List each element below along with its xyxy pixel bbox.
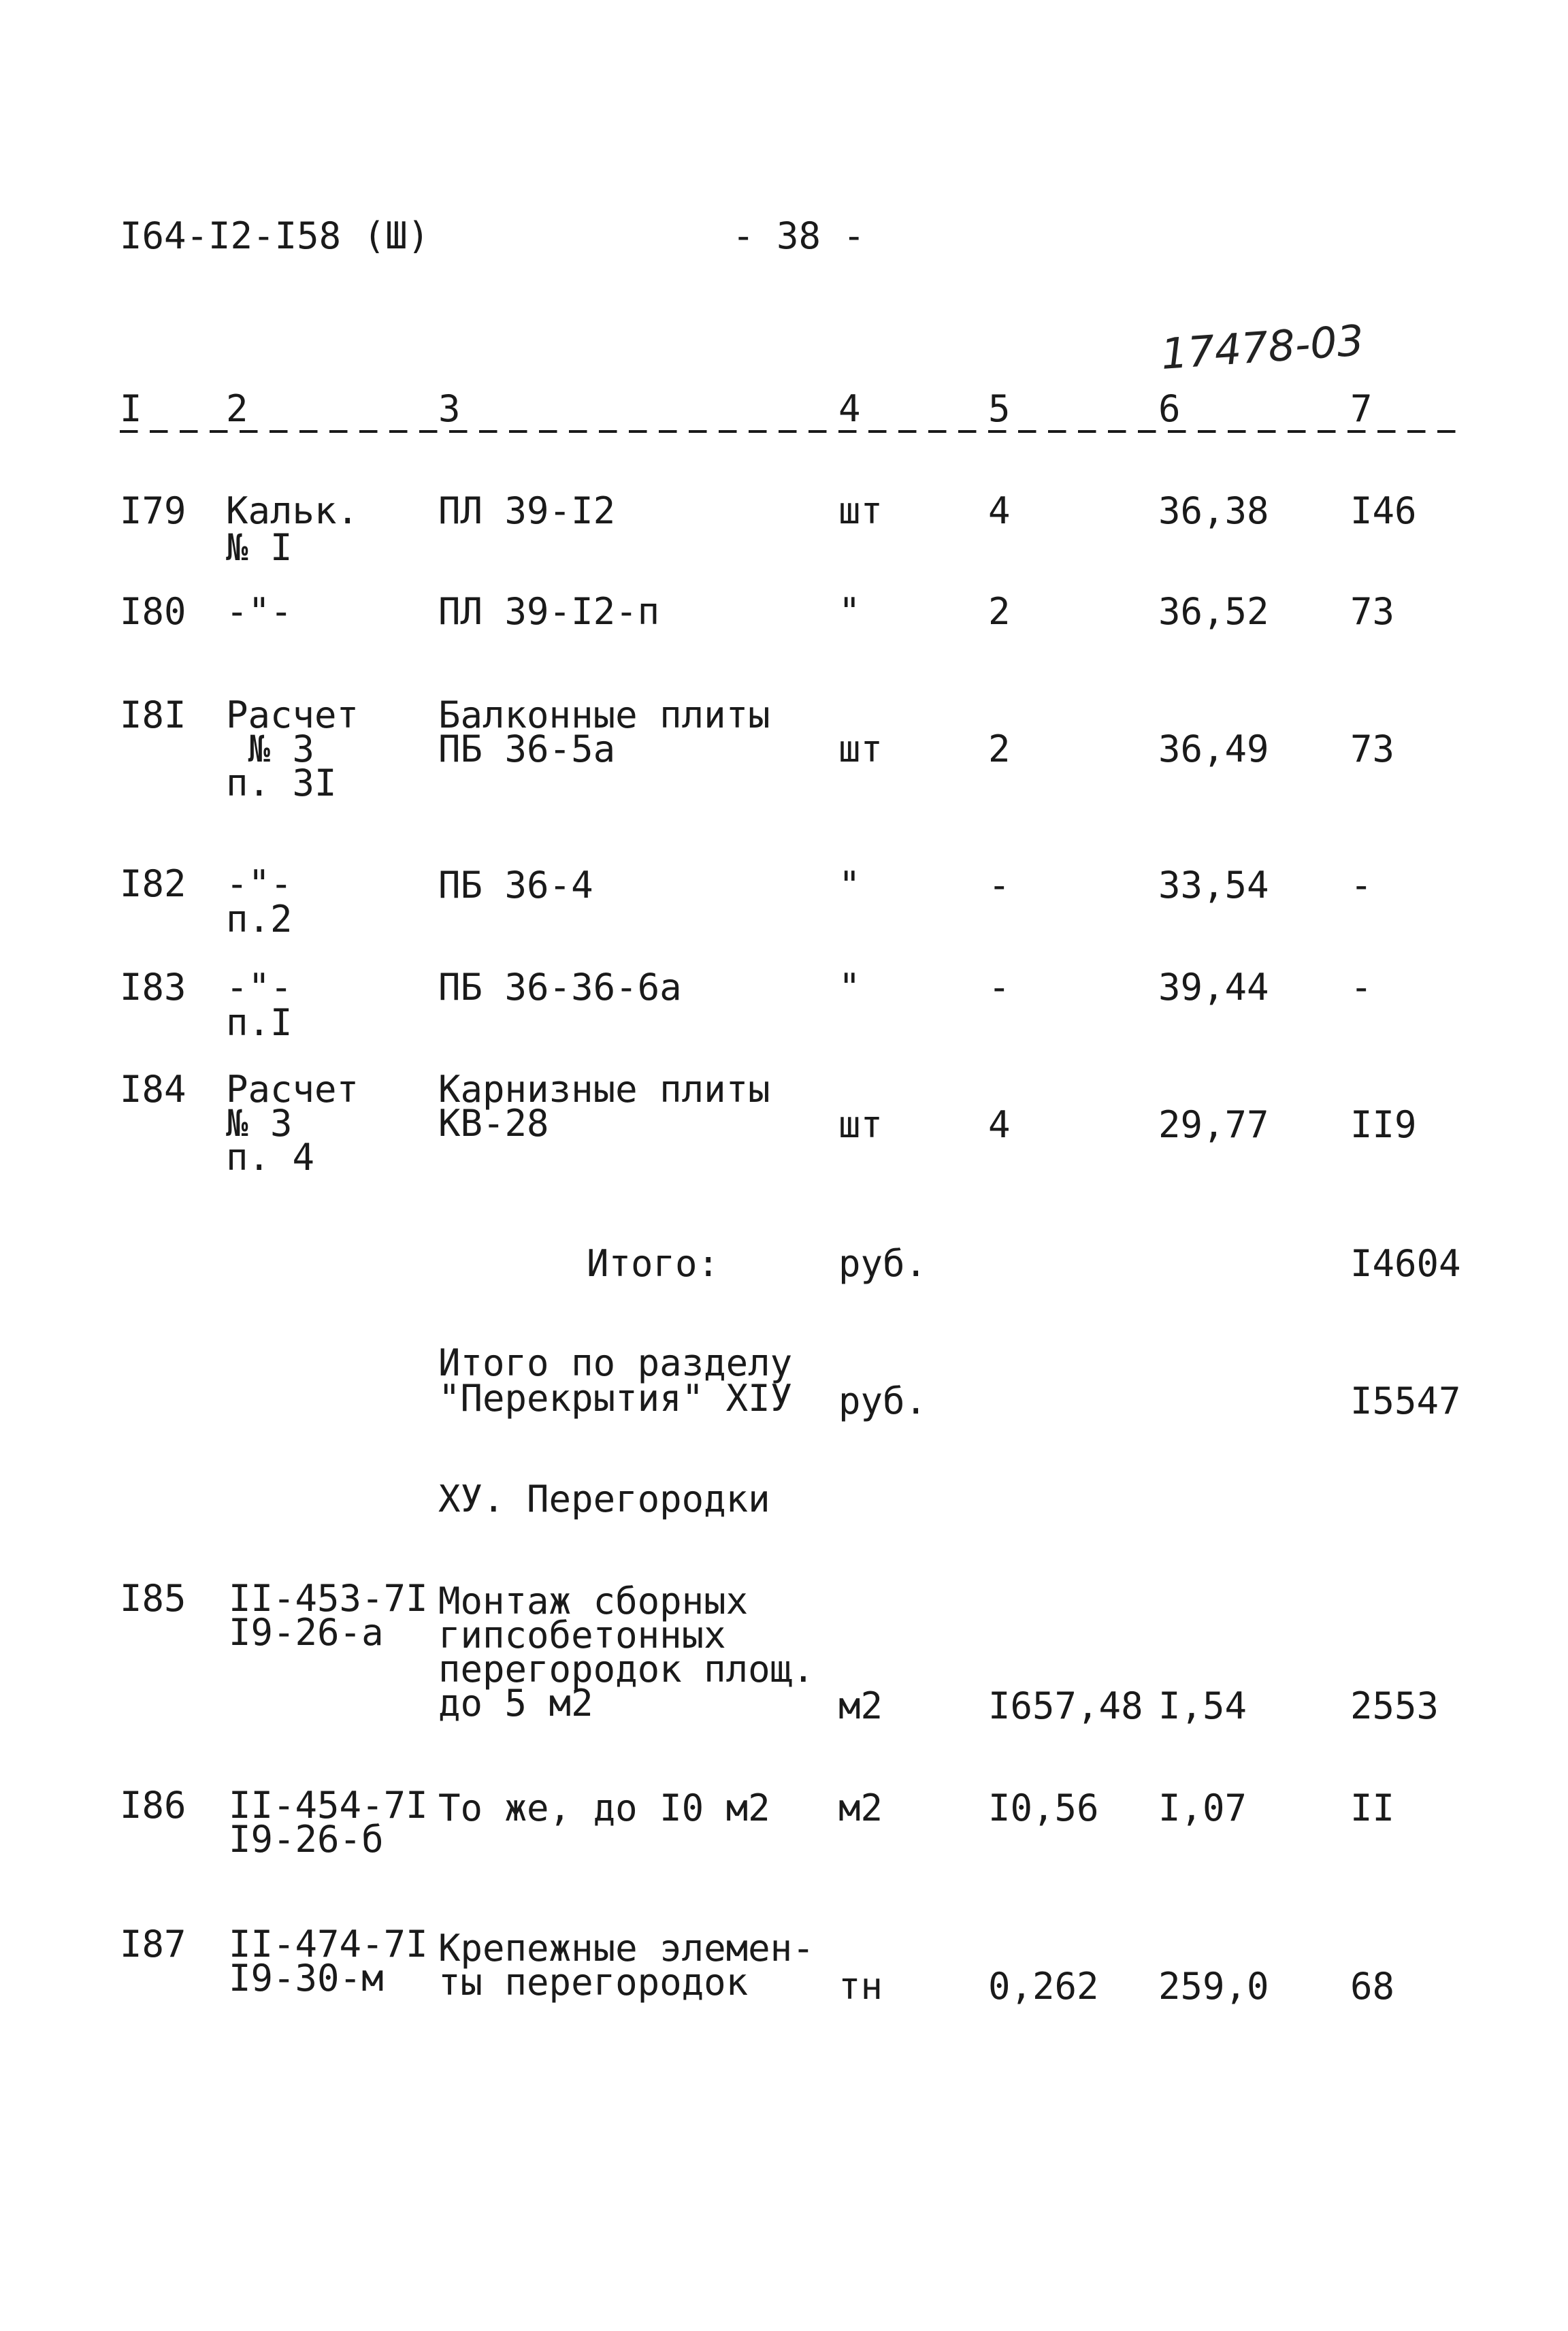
unit-price: 36,49: [1158, 728, 1269, 770]
unit: шт: [838, 1103, 883, 1146]
row-number: I84: [120, 1068, 186, 1111]
column-header-1: I: [120, 387, 142, 430]
sum: 68: [1350, 1965, 1395, 2008]
item-name: Карнизные плиты: [438, 1068, 770, 1111]
item-name: ПЛ 39-I2: [438, 489, 616, 532]
unit-price: 33,54: [1158, 864, 1269, 907]
unit-price: 259,0: [1158, 1965, 1269, 2008]
item-name: Крепежные элемен-: [438, 1927, 815, 1970]
item-name: перегородок площ.: [438, 1648, 815, 1691]
column-header-3: 3: [438, 387, 461, 430]
quantity: -: [988, 966, 1011, 1009]
unit-price: 36,38: [1158, 489, 1269, 532]
source-ref: I9-26-б: [229, 1818, 384, 1861]
column-header-4: 4: [838, 387, 861, 430]
item-name: до 5 м2: [438, 1682, 593, 1725]
row-number: I86: [120, 1784, 186, 1827]
source-ref: II-454-7I: [229, 1784, 428, 1827]
item-name: ПБ 36-5а: [438, 728, 616, 770]
section-total-sum: I5547: [1350, 1380, 1461, 1422]
source-ref: № 3: [226, 1102, 293, 1145]
handwritten-reference: 17478-03: [1159, 315, 1366, 379]
source-ref: п.2: [226, 898, 293, 941]
section-heading: ХУ. Перегородки: [438, 1478, 770, 1520]
row-number: I83: [120, 966, 186, 1009]
source-ref: № I: [226, 526, 293, 569]
item-name: ПБ 36-4: [438, 864, 593, 907]
source-ref: Расчет: [226, 694, 359, 736]
quantity: 4: [988, 489, 1011, 532]
header-dashed-rule: [120, 430, 1463, 433]
total-sum: I4604: [1350, 1242, 1461, 1285]
item-name: гипсобетонных: [438, 1614, 726, 1657]
column-header-2: 2: [226, 387, 248, 430]
source-ref: Кальк.: [226, 489, 359, 532]
section-total-label: Итого по разделу: [438, 1341, 793, 1384]
total-unit: руб.: [838, 1242, 928, 1285]
column-header-7: 7: [1350, 387, 1373, 430]
unit-price: 29,77: [1158, 1103, 1269, 1146]
column-header-5: 5: [988, 387, 1011, 430]
quantity: 2: [988, 590, 1011, 633]
source-ref: Расчет: [226, 1068, 359, 1111]
quantity: -: [988, 864, 1011, 907]
sum: -: [1350, 966, 1373, 1009]
item-name: КВ-28: [438, 1102, 549, 1145]
source-ref: № 3: [226, 728, 315, 770]
source-ref: -"-: [226, 966, 293, 1009]
unit: м2: [838, 1684, 883, 1727]
unit: ": [838, 864, 861, 907]
unit: шт: [838, 728, 883, 770]
item-name: Монтаж сборных: [438, 1580, 749, 1623]
unit-price: I,07: [1158, 1787, 1247, 1829]
quantity: 4: [988, 1103, 1011, 1146]
row-number: I85: [120, 1577, 186, 1620]
unit: ": [838, 966, 861, 1009]
unit: м2: [838, 1787, 883, 1829]
quantity: 2: [988, 728, 1011, 770]
item-name: То же, до I0 м2: [438, 1787, 770, 1829]
page-number: - 38 -: [732, 214, 866, 257]
row-number: I87: [120, 1923, 186, 1966]
source-ref: I9-30-м: [229, 1957, 384, 2000]
source-ref: II-453-7I: [229, 1577, 428, 1620]
quantity: I0,56: [988, 1787, 1099, 1829]
unit: шт: [838, 489, 883, 532]
sum: II: [1350, 1787, 1395, 1829]
item-name: ты перегородок: [438, 1961, 749, 2004]
quantity: I657,48: [988, 1684, 1143, 1727]
item-name: Балконные плиты: [438, 694, 770, 736]
source-ref: I9-26-а: [229, 1611, 384, 1654]
quantity: 0,262: [988, 1965, 1099, 2008]
sum: -: [1350, 864, 1373, 907]
sum: I46: [1350, 489, 1417, 532]
item-name: ПЛ 39-I2-п: [438, 590, 660, 633]
column-header-6: 6: [1158, 387, 1181, 430]
sum: II9: [1350, 1103, 1417, 1146]
source-ref: II-474-7I: [229, 1923, 428, 1966]
row-number: I82: [120, 862, 186, 905]
unit: тн: [838, 1965, 883, 2008]
sum: 73: [1350, 728, 1395, 770]
total-label: Итого:: [587, 1242, 720, 1285]
source-ref: п. 3I: [226, 762, 337, 804]
item-name: ПБ 36-36-6а: [438, 966, 682, 1009]
section-total-unit: руб.: [838, 1380, 928, 1422]
row-number: I80: [120, 590, 186, 633]
document-code: I64-I2-I58 (Ш): [120, 214, 430, 257]
sum: 73: [1350, 590, 1395, 633]
source-ref: -"-: [226, 590, 293, 633]
unit-price: I,54: [1158, 1684, 1247, 1727]
source-ref: -"-: [226, 862, 293, 905]
row-number: I79: [120, 489, 186, 532]
unit-price: 36,52: [1158, 590, 1269, 633]
source-ref: п. 4: [226, 1136, 315, 1179]
row-number: I8I: [120, 694, 186, 736]
unit: ": [838, 590, 861, 633]
section-total-label: "Перекрытия" XIУ: [438, 1377, 793, 1420]
sum: 2553: [1350, 1684, 1439, 1727]
unit-price: 39,44: [1158, 966, 1269, 1009]
source-ref: п.I: [226, 1001, 293, 1044]
